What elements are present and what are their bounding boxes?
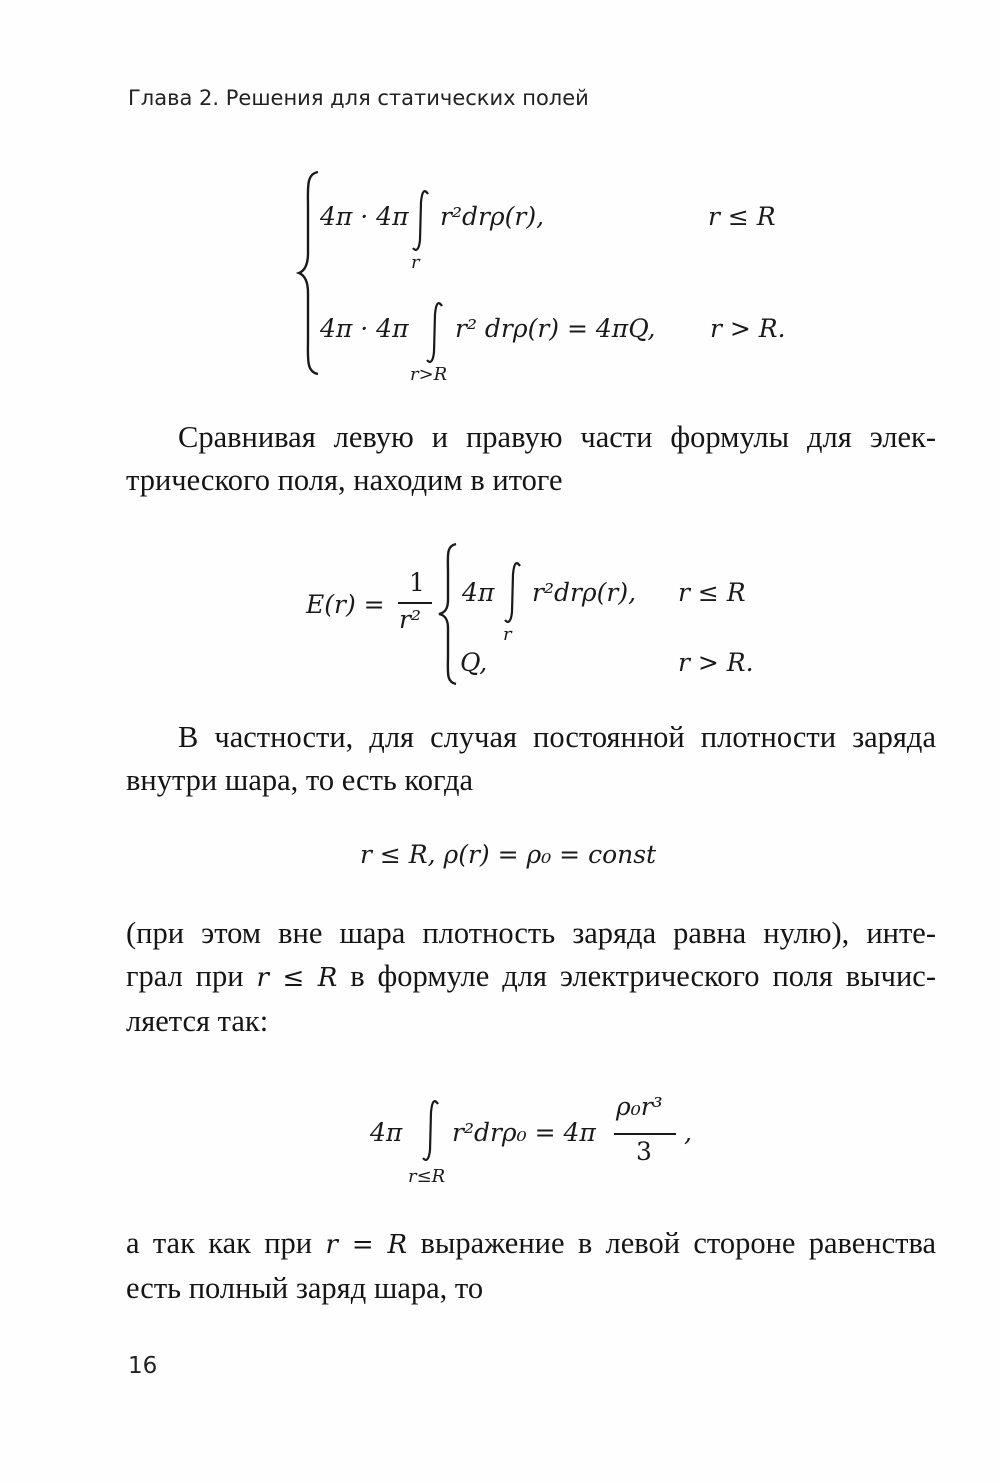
eq2-frac-denominator: r² — [399, 605, 421, 634]
integral-sign-icon — [420, 1098, 442, 1164]
paragraph-3-line — [126, 955, 936, 1000]
eq2-lhs: E(r) = — [306, 590, 385, 619]
eq4-frac-numerator: ρ₀r³ — [616, 1092, 663, 1121]
eq1-row2-lhs: 4π · 4π — [320, 314, 409, 343]
left-brace-icon — [296, 168, 322, 378]
paragraph-2 — [126, 716, 936, 802]
left-brace-icon — [436, 540, 460, 688]
eq4-frac-denominator: 3 — [636, 1137, 652, 1166]
fraction-bar — [614, 1133, 676, 1135]
paragraph-3-line: (при этом вне шара плотность заряда равна нулю), инте- — [126, 916, 936, 950]
eq4-tail: , — [684, 1118, 692, 1147]
eq1-row1-limit: r — [411, 252, 420, 273]
eq1-row1-condition: r ≤ R — [708, 202, 776, 231]
paragraph-3-text: грал при — [126, 959, 244, 993]
eq2-frac-numerator: 1 — [409, 568, 425, 597]
eq4-integrand: r²drρ₀ = 4π — [452, 1118, 596, 1147]
eq1-row2-integrand: r² drρ(r) = 4πQ, — [455, 314, 656, 343]
integral-sign-icon — [502, 560, 524, 626]
paragraph-4-text: а так как при — [126, 1226, 313, 1260]
paragraph-3-text: в формуле для электрического поля вычис- — [350, 959, 937, 993]
paragraph-3 — [126, 912, 936, 1043]
eq1-row1-lhs: 4π · 4π — [320, 202, 409, 231]
paragraph-4 — [126, 1222, 936, 1310]
inline-math: r ≤ R — [256, 963, 338, 993]
integral-sign-icon — [424, 300, 446, 366]
eq4-coefficient: 4π — [370, 1118, 403, 1147]
paragraph-1-line: Сравнивая левую и правую части формулы для элек- — [178, 420, 936, 454]
paragraph-1 — [126, 416, 936, 502]
running-header: Глава 2. Решения для статических полей — [128, 86, 589, 110]
eq2-row1-integrand: r²drρ(r), — [532, 578, 637, 607]
eq4-limit: r≤R — [408, 1166, 446, 1187]
paragraph-2-line: внутри шара, то есть когда — [126, 763, 473, 797]
paragraph-1-line: трического поля, находим в итоге — [126, 463, 563, 497]
eq2-row1-coefficient: 4π — [462, 578, 495, 607]
paragraph-4-line: есть полный заряд шара, то — [126, 1271, 484, 1305]
paragraph-2-line: В частности, для случая постоянной плотности заряда — [178, 720, 936, 754]
eq2-row1-condition: r ≤ R — [678, 578, 746, 607]
paragraph-4-text: выражение в левой стороне равенства — [420, 1226, 937, 1260]
inline-math: r = R — [325, 1230, 408, 1260]
equation-3: r ≤ R, ρ(r) = ρ₀ = const — [360, 840, 657, 869]
page-number: 16 — [128, 1353, 158, 1379]
eq2-row2-expression: Q, — [460, 648, 488, 677]
eq1-row1-integrand: r²drρ(r), — [440, 202, 545, 231]
paragraph-4-line — [126, 1222, 936, 1267]
eq2-row1-limit: r — [503, 624, 512, 645]
eq2-row2-condition: r > R. — [678, 648, 754, 677]
eq1-row2-limit: r>R — [410, 364, 448, 385]
paragraph-3-line: ляется так: — [126, 1004, 269, 1038]
eq1-row2-condition: r > R. — [710, 314, 786, 343]
integral-sign-icon — [410, 188, 432, 254]
fraction-bar — [398, 602, 432, 604]
